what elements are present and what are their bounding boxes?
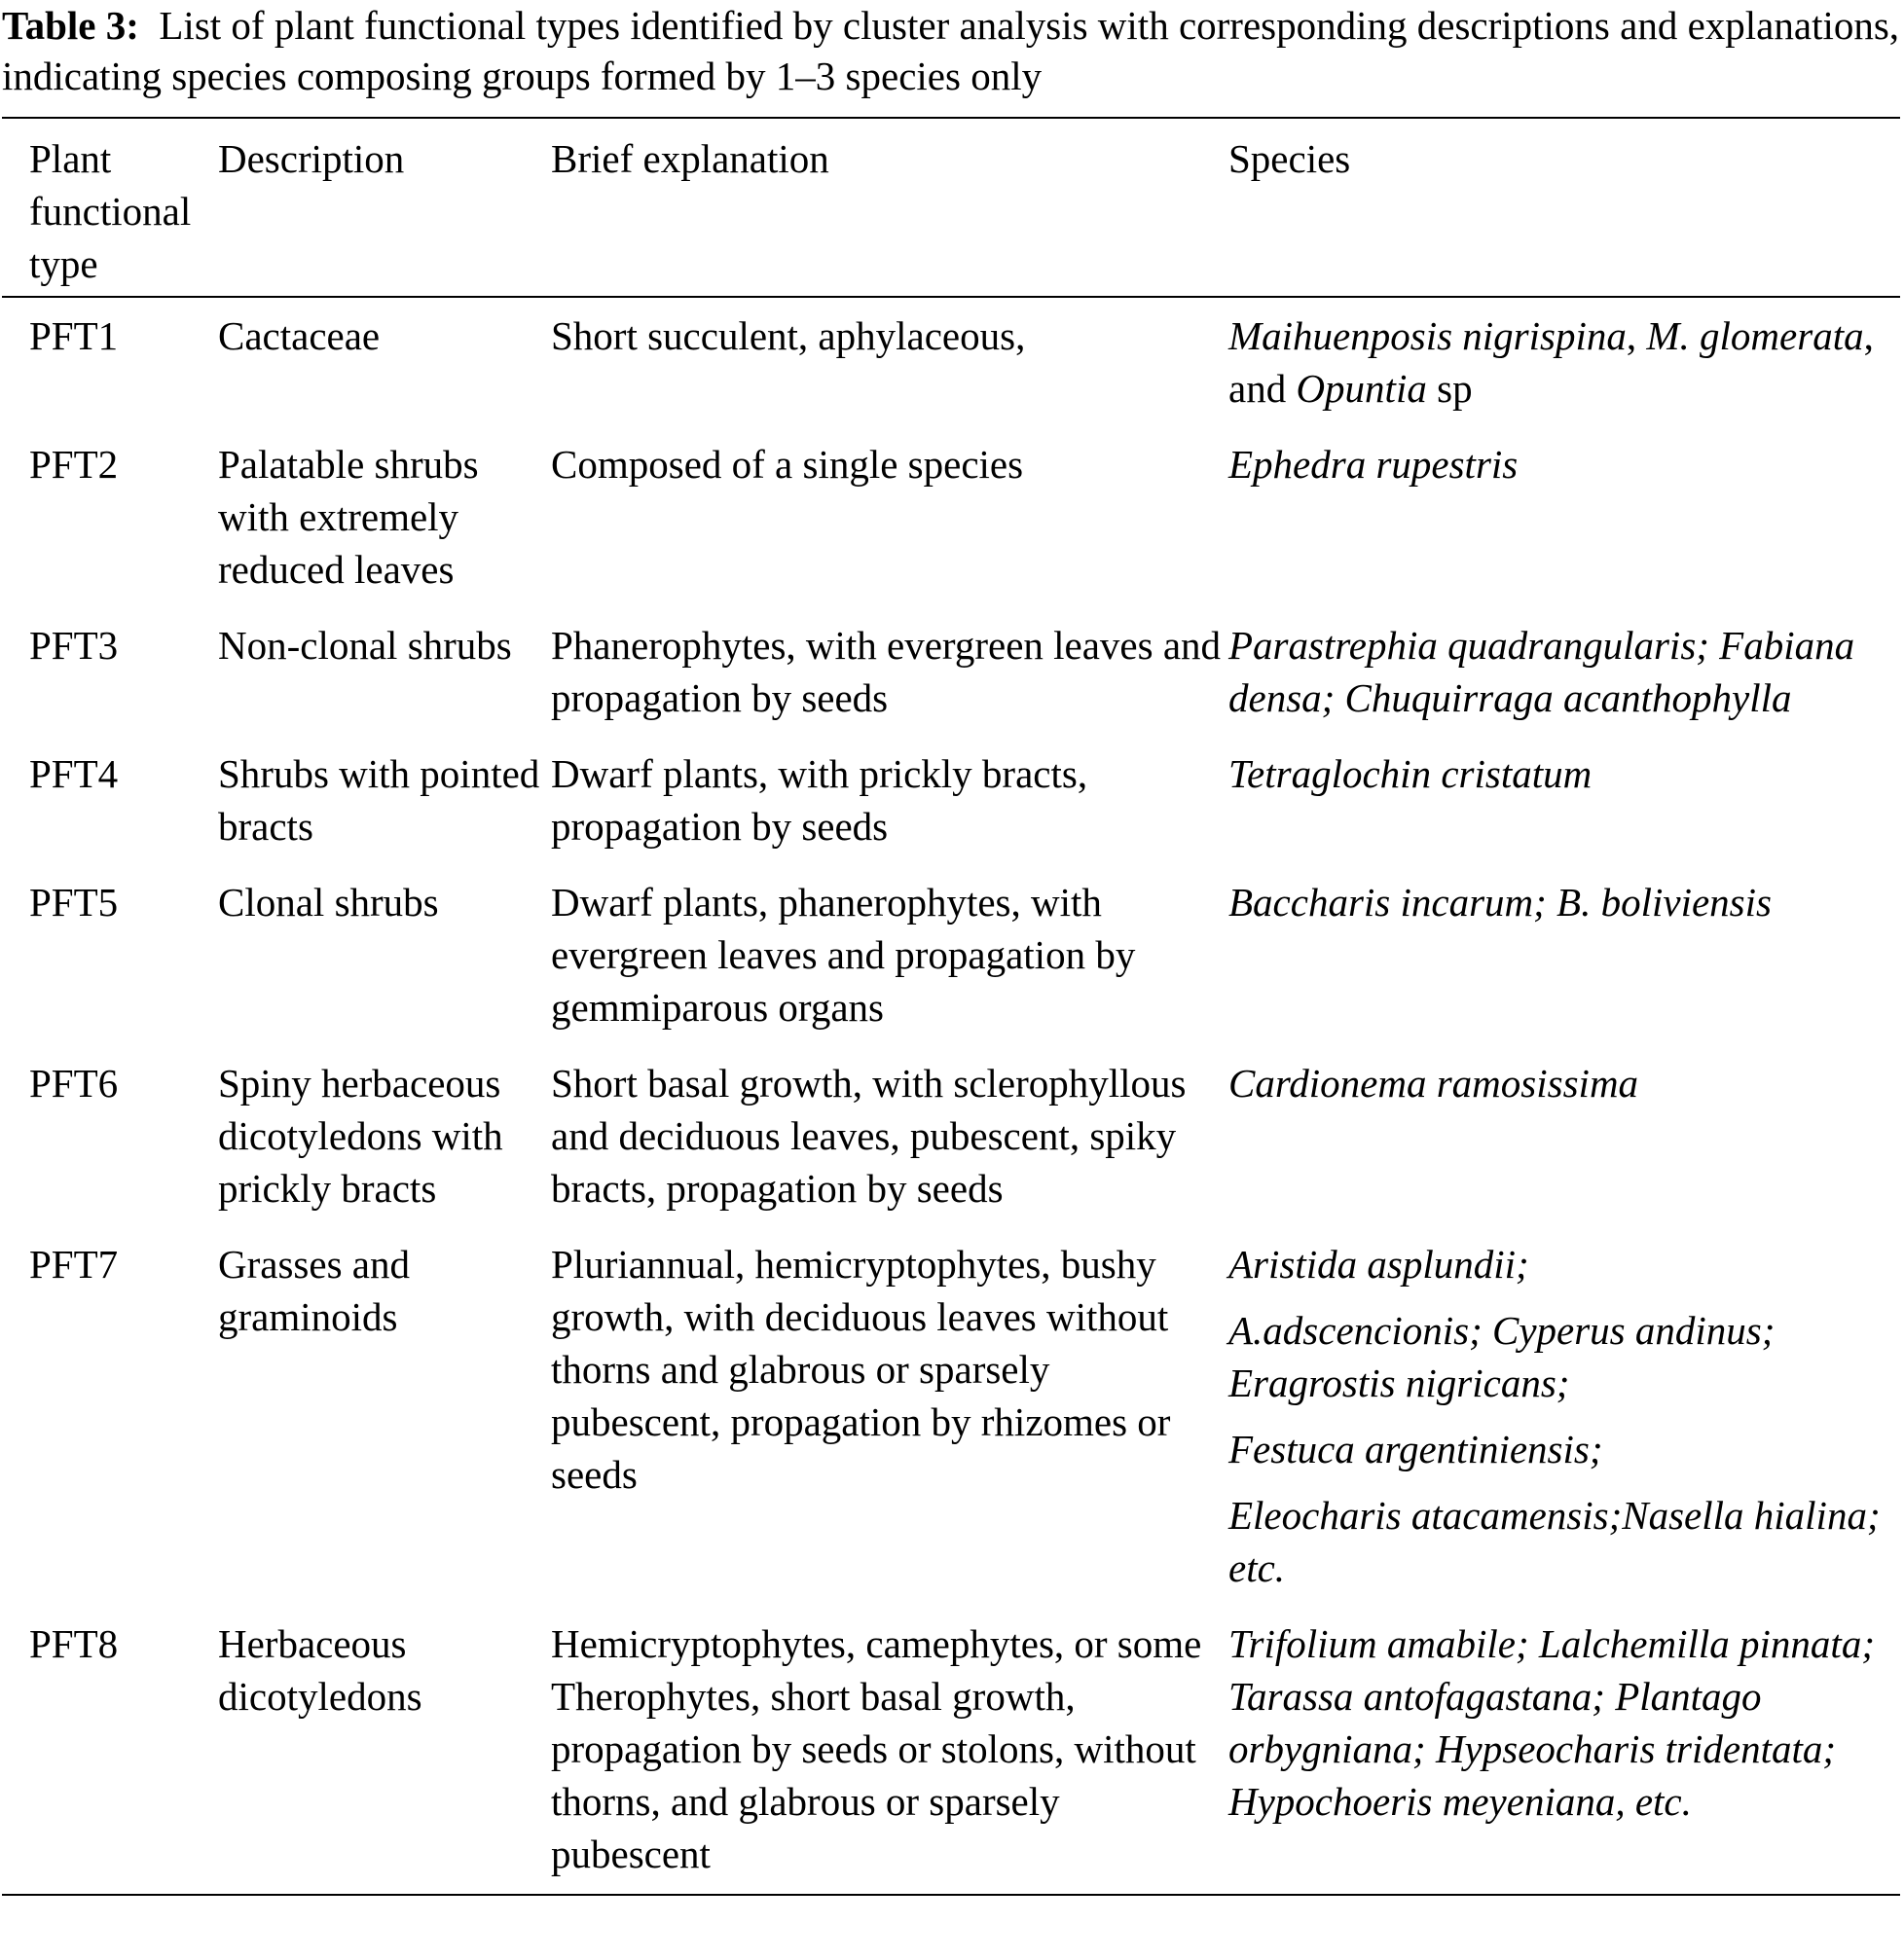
species-cell: Cardionema ramosissima [1228, 1061, 1639, 1106]
species-cell: Baccharis incarum; B. boliviensis [1228, 880, 1772, 925]
table-row-pft6 [2, 1045, 1900, 1226]
species-paragraph: Festuca argentiniensis; [1228, 1427, 1603, 1471]
explanation-cell: Short basal growth, with sclerophyllous and deciduous leaves, pubescent, spiky bracts, propagation by seeds [551, 1061, 1187, 1211]
explanation-cell: Hemicryptophytes, camephytes, or some Therophytes, short basal growth, propagation by seeds or stolons, without thorns, and glabrous or sparsely pubescent [551, 1621, 1202, 1876]
explanation-cell: Phanerophytes, with evergreen leaves and propagation by seeds [551, 623, 1222, 720]
description-cell: Cactaceae [218, 313, 381, 358]
description-cell: Shrubs with pointed bracts [218, 751, 540, 849]
pft-cell: PFT1 [29, 313, 119, 358]
header-description: Description [218, 119, 551, 297]
description-cell: Clonal shrubs [218, 880, 439, 925]
table-caption [2, 0, 1900, 101]
species-cell: Trifolium amabile; Lalchemilla pinnata; Tarassa antofagastana; Plantago orbygniana; Hypseocharis tridentata; Hypochoeris meyeniana, etc. [1228, 1621, 1875, 1824]
pft-cell: PFT4 [29, 751, 119, 796]
table-row-pft2 [2, 426, 1900, 607]
species-paragraph: Aristida asplundii; [1228, 1242, 1529, 1287]
species-separator: , and [1228, 313, 1874, 411]
table-row-pft3 [2, 607, 1900, 736]
description-cell: Spiny herbaceous dicotyledons with prickly bracts [218, 1061, 503, 1211]
species-paragraph: A.adscencionis; Cyperus andinus; Eragrostis nigricans; [1228, 1308, 1776, 1405]
pft-cell: PFT5 [29, 880, 119, 925]
pft-cell: PFT7 [29, 1242, 119, 1287]
table-bottom-rule [2, 1894, 1900, 1896]
species-cell: Tetraglochin cristatum [1228, 751, 1593, 796]
table-row-pft4 [2, 736, 1900, 864]
pft-cell: PFT2 [29, 442, 119, 487]
table-caption-label: Table 3: [2, 3, 139, 48]
species-cell [1228, 1226, 1900, 1606]
species-name: M. glomerata [1646, 313, 1864, 358]
table-header-row [2, 119, 1900, 297]
table-row-pft8 [2, 1606, 1900, 1892]
species-cell: Parastrephia quadrangularis; Fabiana densa; Chuquirraga acanthophylla [1228, 623, 1855, 720]
header-brief-explanation: Brief explanation [551, 119, 1228, 297]
explanation-cell: Short succulent, aphylaceous, [551, 313, 1026, 358]
pft-cell: PFT8 [29, 1621, 119, 1666]
species-paragraph: Eleocharis atacamensis;Nasella hialina; etc. [1228, 1493, 1881, 1590]
description-cell: Herbaceous dicotyledons [218, 1621, 422, 1719]
description-cell: Palatable shrubs with extremely reduced leaves [218, 442, 479, 592]
species-name: Maihuenposis nigrispina [1228, 313, 1627, 358]
species-suffix: sp [1426, 366, 1473, 411]
pft-cell: PFT3 [29, 623, 119, 668]
table-row-pft7 [2, 1226, 1900, 1606]
pft-table [2, 119, 1900, 1892]
species-name: Opuntia [1296, 366, 1427, 411]
description-cell: Grasses and graminoids [218, 1242, 410, 1339]
pft-cell: PFT6 [29, 1061, 119, 1106]
header-plant-functional-type: Plant functional type [2, 119, 218, 297]
species-cell [1228, 297, 1900, 426]
explanation-cell: Dwarf plants, with prickly bracts, propagation by seeds [551, 751, 1088, 849]
explanation-cell: Pluriannual, hemicryptophytes, bushy growth, with deciduous leaves without thorns and glabrous or sparsely pubescent, propagation by rhizomes or seeds [551, 1242, 1171, 1497]
description-cell: Non-clonal shrubs [218, 623, 512, 668]
header-species: Species [1228, 119, 1900, 297]
explanation-cell: Composed of a single species [551, 442, 1024, 487]
table-row-pft1 [2, 297, 1900, 426]
species-separator: , [1626, 313, 1647, 358]
species-cell: Ephedra rupestris [1228, 442, 1519, 487]
table-row-pft5 [2, 864, 1900, 1045]
explanation-cell: Dwarf plants, phanerophytes, with evergreen leaves and propagation by gemmiparous organs [551, 880, 1136, 1030]
table-caption-text: List of plant functional types identified by cluster analysis with corresponding descriptions and explanations, indicating species composing groups formed by 1–3 species only [2, 3, 1900, 98]
